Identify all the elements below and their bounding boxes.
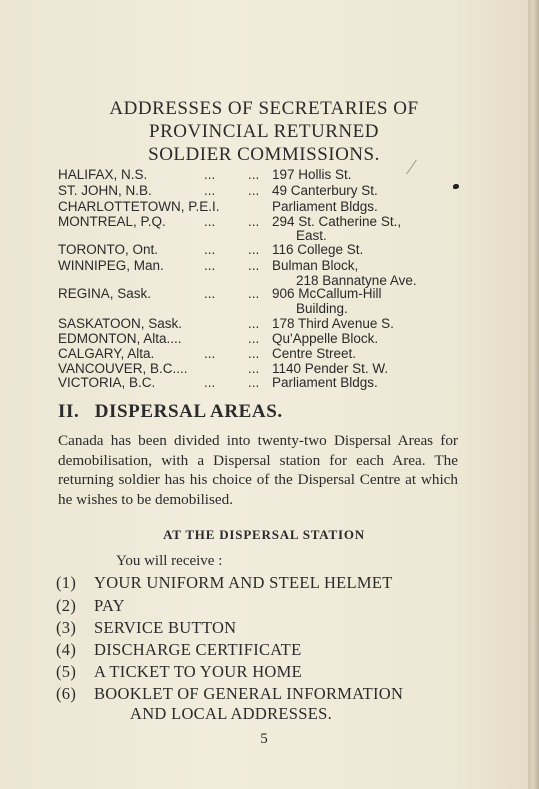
leader-dots: ... [204, 214, 216, 229]
ink-blot-mark [453, 184, 459, 189]
leader-dots: ... [248, 214, 260, 229]
street-address: 1140 Pender St. W. [272, 361, 389, 376]
item-text: A TICKET TO YOUR HOME [94, 662, 302, 681]
leader-dots: ... [248, 258, 260, 273]
city: REGINA, Sask. [58, 286, 152, 301]
leader-dots: ... [204, 183, 216, 198]
address-row [58, 331, 478, 347]
page-number: 5 [260, 731, 268, 747]
item-number: (2) [56, 596, 77, 615]
city: CHARLOTTETOWN, P.E.I. [58, 199, 220, 214]
address-row [58, 242, 478, 258]
leader-dots: ... [248, 167, 260, 182]
city: ST. JOHN, N.B. [58, 183, 152, 198]
station-subheading: AT THE DISPERSAL STATION [163, 527, 365, 542]
address-continuation: Building. [296, 301, 348, 316]
leader-dots: ... [248, 286, 260, 301]
leader-dots: ... [248, 242, 260, 257]
page-edge [528, 0, 539, 789]
address-row [58, 316, 478, 332]
section-heading [58, 401, 283, 423]
heading-line-2: PROVINCIAL RETURNED [149, 121, 379, 142]
street-address: Bulman Block, [272, 258, 359, 273]
street-address: Centre Street. [272, 346, 357, 361]
address-row [58, 375, 478, 391]
leader-dots: ... [248, 361, 260, 376]
leader-dots: ... [248, 183, 260, 198]
address-continuation: 218 Bannatyne Ave. [296, 273, 417, 288]
street-address: Parliament Bldgs. [272, 199, 378, 214]
address-row [58, 167, 478, 183]
address-row [58, 346, 478, 362]
street-address: 116 College St. [272, 242, 364, 257]
street-address: Qu'Appelle Block. [272, 331, 379, 346]
item-number: (1) [56, 573, 77, 592]
leader-dots: ... [248, 331, 260, 346]
city: MONTREAL, P.Q. [58, 214, 166, 229]
leader-dots: ... [204, 346, 216, 361]
dispersal-paragraph: Canada has been divided into twenty-two Dispersal Areas for demobilisation, with a Dispersal station for each Area. The returning soldier has his choice of the Dispersal Centre at which he wishes to be demobilised. [58, 432, 458, 508]
address-continuation: East. [296, 228, 327, 243]
street-address: Parliament Bldgs. [272, 375, 378, 390]
street-address: 49 Canterbury St. [272, 183, 378, 198]
item-number: (6) [56, 684, 77, 703]
leader-dots: ... [204, 375, 216, 390]
item-text: DISCHARGE CERTIFICATE [94, 640, 302, 659]
leader-dots: ... [204, 242, 216, 257]
item-text: YOUR UNIFORM AND STEEL HELMET [94, 573, 393, 592]
city: SASKATOON, Sask. [58, 316, 183, 331]
leader-dots: ... [248, 346, 260, 361]
address-row [58, 258, 478, 274]
section-number: II. [58, 401, 80, 422]
city: EDMONTON, Alta.... [58, 331, 182, 346]
item-number: (5) [56, 662, 77, 681]
item-text: BOOKLET OF GENERAL INFORMATION [94, 684, 404, 703]
street-address: 906 McCallum-Hill [272, 286, 382, 301]
leader-dots: ... [204, 286, 216, 301]
leader-dots: ... [248, 316, 260, 331]
heading-line-1: ADDRESSES OF SECRETARIES OF [109, 98, 419, 119]
street-address: 178 Third Avenue S. [272, 316, 394, 331]
list-item-continuation: AND LOCAL ADDRESSES. [130, 704, 333, 723]
leader-dots: ... [248, 375, 260, 390]
city: TORONTO, Ont. [58, 242, 159, 257]
street-address: 197 Hollis St. [272, 167, 352, 182]
address-row [58, 286, 478, 302]
address-row [58, 183, 478, 199]
city: WINNIPEG, Man. [58, 258, 164, 273]
address-row [58, 214, 478, 230]
leader-dots: ... [204, 167, 216, 182]
section-title: DISPERSAL AREAS. [94, 401, 283, 422]
city: VICTORIA, B.C. [58, 375, 156, 390]
item-text: SERVICE BUTTON [94, 618, 237, 637]
item-number: (4) [56, 640, 77, 659]
item-number: (3) [56, 618, 77, 637]
city: VANCOUVER, B.C.... [58, 361, 188, 376]
address-row [58, 199, 478, 215]
receive-intro: You will receive : [116, 553, 223, 569]
item-text: PAY [94, 596, 125, 615]
leader-dots: ... [204, 258, 216, 273]
heading-line-3: SOLDIER COMMISSIONS. [148, 144, 380, 165]
city: HALIFAX, N.S. [58, 167, 148, 182]
city: CALGARY, Alta. [58, 346, 155, 361]
street-address: 294 St. Catherine St., [272, 214, 402, 229]
